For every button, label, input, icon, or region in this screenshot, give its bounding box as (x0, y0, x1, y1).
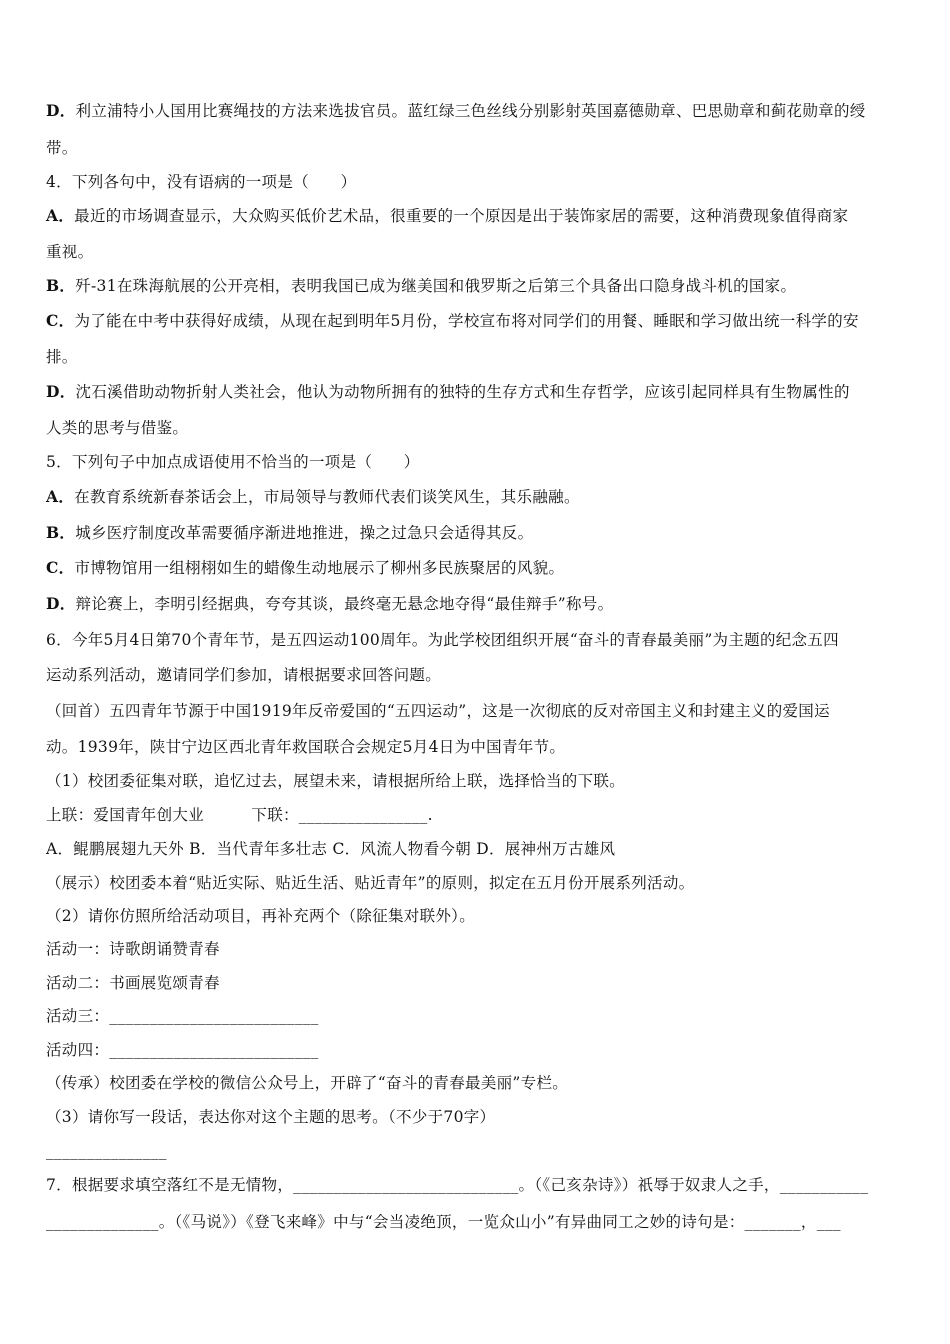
option-label: D． (46, 382, 76, 401)
option-text: 最近的市场调查显示，大众购买低价艺术品，很重要的一个原因是出于装饰家居的需要，这种消费现象值得商家 (74, 207, 849, 225)
q4-option-b (46, 276, 796, 296)
option-label: C． (46, 558, 75, 577)
option-label: B． (46, 523, 76, 542)
q6-couplet-options: A．鲲鹏展翅九天外 B．当代青年多壮志 C．风流人物看今朝 D．展神州万古雄风 (46, 840, 616, 858)
option-text: 市博物馆用一组栩栩如生的蜡像生动地展示了柳州多民族聚居的风貌。 (74, 559, 565, 577)
q6-activity-4: 活动四：__________________________ (46, 1041, 319, 1059)
q4-option-c-line-1 (46, 311, 859, 331)
q6-show: （展示）校团委本着“贴近实际、贴近生活、贴近青年”的原则，拟定在五月份开展系列活动。 (46, 874, 695, 892)
q7-line-2: ______________。（《马说》）《登飞来峰》中与“会当凌绝顶，一览众山小”有异曲同工之妙的诗句是：_______，___ (46, 1213, 841, 1231)
option-text: 辩论赛上，李明引经据典，夸夸其谈，最终毫无悬念地夺得“最佳辩手”称号。 (75, 595, 614, 613)
q6-sub-question-2: （2）请你仿照所给活动项目，再补充两个（除征集对联外）。 (46, 907, 476, 925)
q5-option-a (46, 487, 580, 507)
option-label: D． (46, 594, 76, 613)
option-text: 城乡医疗制度改革需要循序渐进地推进，操之过急只会适得其反。 (75, 524, 534, 542)
q4-stem: 4．下列各句中，没有语病的一项是（ ） (46, 173, 357, 191)
q5-option-b (46, 523, 533, 543)
q7-line-1: 7．根据要求填空落红不是无情物，____________________________。（《己亥杂诗》）祇辱于奴隶人之手，___________ (46, 1176, 869, 1194)
q6-couplet: 上联：爱国青年创大业 下联：________________. (46, 806, 433, 824)
q6-inherit: （传承）校团委在学校的微信公众号上，开辟了“奋斗的青春最美丽”专栏。 (46, 1074, 569, 1092)
q6-activity-1: 活动一：诗歌朗诵赞青春 (46, 940, 220, 958)
option-label: D． (46, 101, 76, 120)
q4-option-a-line-2: 重视。 (46, 243, 94, 261)
q6-review-line-2: 动。1939年，陕甘宁边区西北青年救国联合会规定5月4日为中国青年节。 (46, 738, 566, 756)
q4-option-d-line-1 (46, 382, 850, 402)
q3-option-d-line-1 (46, 101, 866, 121)
option-label: A． (46, 487, 75, 506)
q6-sub-question-3: （3）请你写一段话，表达你对这个主题的思考。（不少于70字） (46, 1108, 496, 1126)
q6-activity-2: 活动二：书画展览颂青春 (46, 974, 220, 992)
q4-option-c-line-2: 排。 (46, 348, 78, 366)
q6-answer-line: _______________ (46, 1142, 167, 1160)
option-text: 为了能在中考中获得好成绩，从现在起到明年5月份，学校宣布将对同学们的用餐、睡眠和学习做出统一科学的安 (74, 312, 859, 330)
q4-option-d-line-2: 人类的思考与借鉴。 (46, 419, 189, 437)
q6-activity-3: 活动三：__________________________ (46, 1007, 319, 1025)
q5-option-d (46, 594, 613, 614)
q4-option-a-line-1 (46, 206, 848, 226)
option-label: C． (46, 311, 75, 330)
option-text: 在教育系统新春茶话会上，市局领导与教师代表们谈笑风生，其乐融融。 (74, 488, 580, 506)
q3-option-d-line-2: 带。 (46, 139, 78, 157)
option-text: 沈石溪借助动物折射人类社会，他认为动物所拥有的独特的生存方式和生存哲学，应该引起同样具有生物属性的 (75, 383, 850, 401)
option-label: B． (46, 276, 76, 295)
option-text: 歼-31在珠海航展的公开亮相，表明我国已成为继美国和俄罗斯之后第三个具备出口隐身战斗机的国家。 (75, 277, 797, 295)
option-label: A． (46, 206, 75, 225)
q6-stem-line-2: 运动系列活动，邀请同学们参加，请根据要求回答问题。 (46, 666, 442, 684)
q6-sub-question-1: （1）校团委征集对联，追忆过去，展望未来，请根据所给上联，选择恰当的下联。 (46, 772, 625, 790)
option-text: 利立浦特小人国用比赛绳技的方法来选拔官员。蓝红绿三色丝线分别影射英国嘉德勋章、巴思勋章和蓟花勋章的绶 (75, 102, 866, 120)
q6-stem-line-1: 6．今年5月4日第70个青年节，是五四运动100周年。为此学校团组织开展“奋斗的青春最美丽”为主题的纪念五四 (46, 631, 839, 649)
q6-review-line-1: （回首）五四青年节源于中国1919年反帝爱国的“五四运动”，这是一次彻底的反对帝国主义和封建主义的爱国运 (46, 702, 830, 720)
q5-stem: 5．下列句子中加点成语使用不恰当的一项是（ ） (46, 453, 420, 471)
q5-option-c (46, 558, 564, 578)
